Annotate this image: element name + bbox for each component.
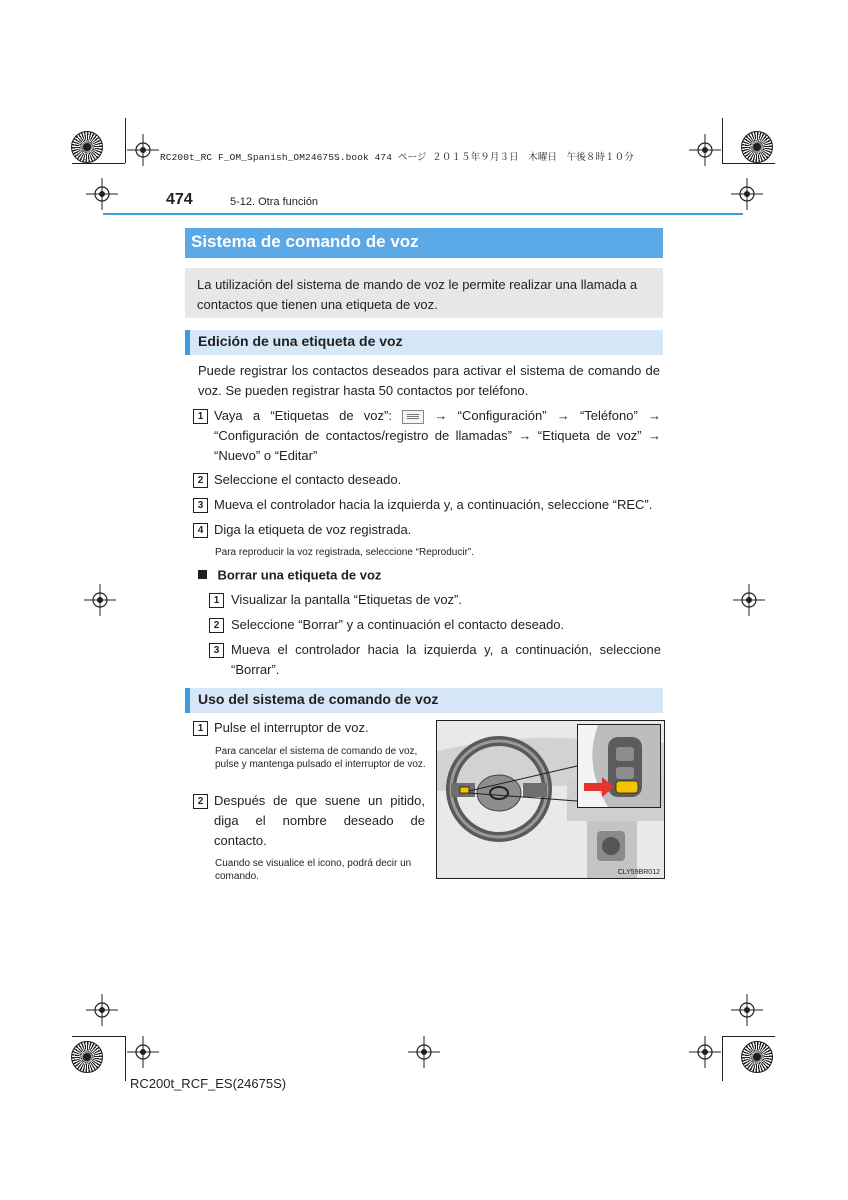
radial-registration-mark-top-left	[71, 131, 103, 163]
step-number: 1	[193, 409, 208, 424]
step-number: 3	[193, 498, 208, 513]
crosshair-mark-icon	[689, 1036, 721, 1068]
step-1-text-start: Vaya a “Etiquetas de voz”:	[214, 408, 392, 423]
crosshair-mark-icon	[731, 994, 763, 1026]
delete-subheading	[198, 566, 658, 584]
crosshair-mark-icon	[86, 994, 118, 1026]
step-text: Pulse el interruptor de voz.	[214, 720, 369, 735]
step-number: 3	[209, 643, 224, 658]
crosshair-mark-icon	[689, 134, 721, 166]
use-step-1	[193, 718, 428, 738]
inset-panel	[577, 724, 661, 808]
step-1-text-end: → “Configuración” → “Teléfono” → “Configuración de contactos/registro de llamadas” → “Etiqueta de voz” → “Nuevo” o “Editar”	[214, 408, 661, 463]
step-text: Seleccione el contacto deseado.	[214, 472, 402, 487]
image-reference-code: CLY59BR012	[617, 869, 660, 876]
step-number: 2	[193, 794, 208, 809]
header-rule	[103, 213, 743, 215]
crop-line	[125, 118, 126, 163]
step-text: Seleccione “Borrar” y a continuación el contacto deseado.	[231, 617, 565, 632]
crosshair-mark-icon	[127, 1036, 159, 1068]
crop-line	[722, 118, 723, 163]
intro-box	[185, 268, 663, 318]
menu-button-icon	[402, 410, 424, 424]
edit-step-1	[193, 406, 661, 466]
radial-registration-mark-top-right	[741, 131, 773, 163]
crosshair-mark-icon	[733, 584, 765, 616]
crop-line	[722, 1036, 775, 1037]
crop-line	[722, 163, 775, 164]
square-bullet-icon	[198, 570, 207, 579]
crop-line	[72, 163, 125, 164]
page-title: Sistema de comando de voz	[191, 232, 419, 251]
footer-doc-code: RC200t_RCF_ES(24675S)	[130, 1076, 287, 1091]
radial-registration-mark-bottom-right	[741, 1041, 773, 1073]
step-number: 1	[209, 593, 224, 608]
print-header: RC200t_RC F_OM_Spanish_OM24675S.book 474 ページ ２０１５年９月３日 木曜日 午後８時１０分	[160, 152, 634, 163]
use-step-2	[193, 791, 425, 851]
crosshair-mark-icon	[84, 584, 116, 616]
step-text: Después de que suene un pitido, diga el nombre deseado de contacto.	[214, 793, 425, 848]
step-number: 2	[209, 618, 224, 633]
step-text: Diga la etiqueta de voz registrada.	[214, 522, 412, 537]
edit-paragraph: Puede registrar los contactos deseados para activar el sistema de comando de voz. Se pueden registrar hasta 50 contactos por teléfono.	[198, 363, 660, 398]
step-number: 2	[193, 473, 208, 488]
crop-line	[125, 1036, 126, 1081]
edit-note: Para reproducir la voz registrada, seleccione “Reproducir”.	[215, 547, 475, 558]
crop-line	[72, 1036, 125, 1037]
voice-switch-closeup	[578, 725, 660, 807]
edit-section-heading	[185, 330, 663, 355]
step-text: Visualizar la pantalla “Etiquetas de voz”.	[231, 592, 462, 607]
crosshair-mark-icon	[408, 1036, 440, 1068]
delete-step-2	[209, 615, 661, 635]
use-note-2: Cuando se visualice el icono, podrá decir un comando.	[215, 858, 412, 882]
crosshair-mark-icon	[86, 178, 118, 210]
page-number: 474	[166, 191, 193, 208]
edit-step-3	[193, 495, 661, 515]
delete-heading-text: Borrar una etiqueta de voz	[217, 567, 382, 583]
delete-step-3	[209, 640, 661, 680]
edit-step-2	[193, 470, 661, 490]
page-title-bar	[185, 228, 663, 258]
intro-text: La utilización del sistema de mando de voz le permite realizar una llamada a contactos que tienen una etiqueta de voz.	[197, 277, 638, 312]
step-number: 4	[193, 523, 208, 538]
step-text: Mueva el controlador hacia la izquierda y, a continuación, seleccione “REC”.	[214, 497, 653, 512]
crop-line	[722, 1036, 723, 1081]
step-number: 1	[193, 721, 208, 736]
section-label: 5-12. Otra función	[230, 196, 319, 208]
edit-step-4	[193, 520, 661, 540]
use-heading-text: Uso del sistema de comando de voz	[198, 691, 439, 707]
delete-step-1	[209, 590, 661, 610]
use-note-1: Para cancelar el sistema de comando de voz, pulse y mantenga pulsado el interruptor de voz.	[215, 746, 426, 770]
steering-wheel-illustration	[436, 720, 665, 879]
crosshair-mark-icon	[731, 178, 763, 210]
crosshair-mark-icon	[127, 134, 159, 166]
radial-registration-mark-bottom-left	[71, 1041, 103, 1073]
use-section-heading	[185, 688, 663, 713]
edit-heading-text: Edición de una etiqueta de voz	[198, 333, 403, 349]
step-text: Mueva el controlador hacia la izquierda y, a continuación, seleccione “Borrar”.	[231, 642, 661, 677]
